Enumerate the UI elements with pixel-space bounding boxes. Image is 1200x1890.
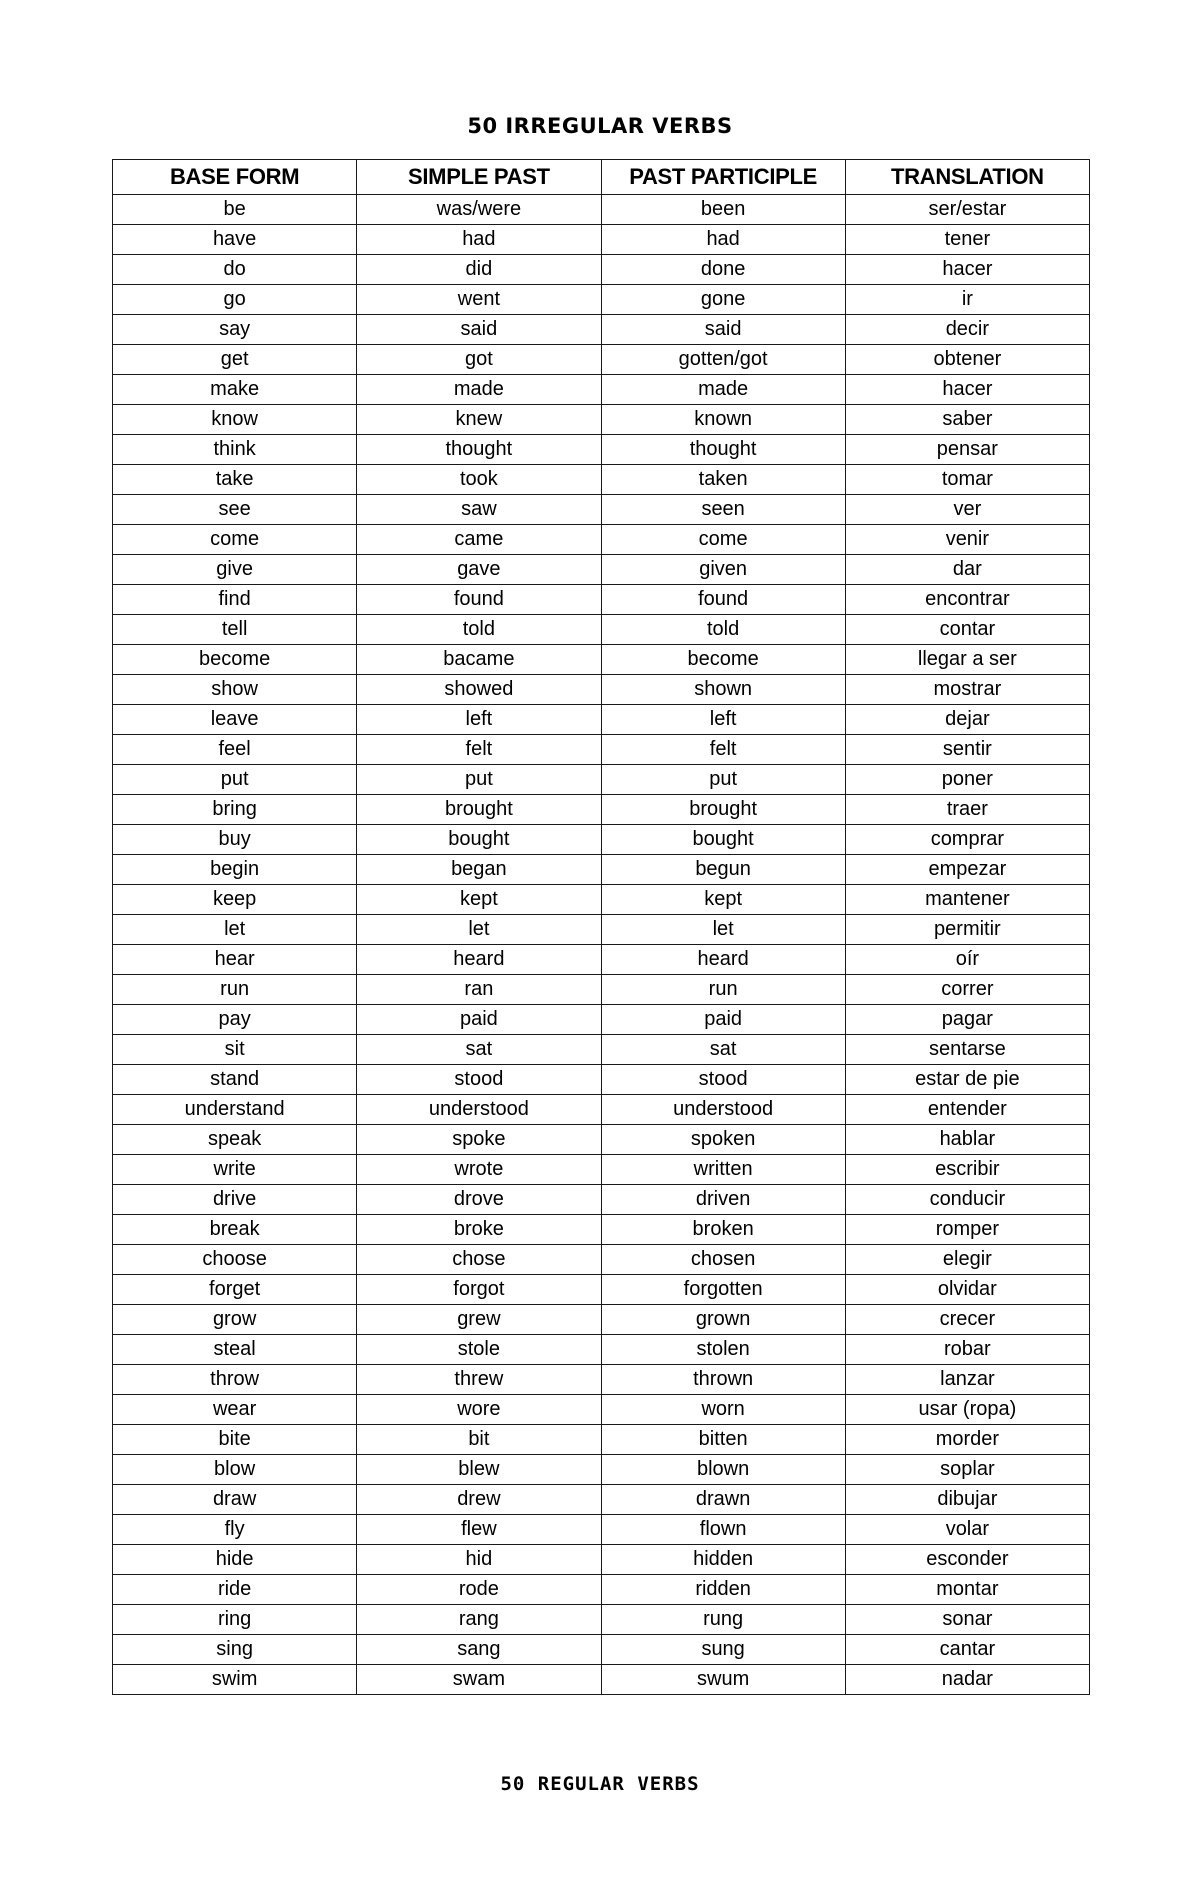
- table-row: [113, 1095, 1090, 1125]
- past-participle-cell: chosen: [601, 1245, 845, 1275]
- simple-past-cell: spoke: [357, 1125, 601, 1155]
- simple-past-cell: began: [357, 855, 601, 885]
- translation-cell: empezar: [845, 855, 1089, 885]
- header-past-participle: PAST PARTICIPLE: [601, 160, 845, 195]
- simple-past-cell: drew: [357, 1485, 601, 1515]
- past-participle-cell: blown: [601, 1455, 845, 1485]
- translation-cell: obtener: [845, 345, 1089, 375]
- past-participle-cell: let: [601, 915, 845, 945]
- base-form-cell: choose: [113, 1245, 357, 1275]
- table-row: [113, 285, 1090, 315]
- table-body: [113, 195, 1090, 1695]
- translation-cell: estar de pie: [845, 1065, 1089, 1095]
- table-row: [113, 495, 1090, 525]
- base-form-cell: sit: [113, 1035, 357, 1065]
- translation-cell: poner: [845, 765, 1089, 795]
- irregular-verbs-table: [112, 159, 1090, 1695]
- past-participle-cell: understood: [601, 1095, 845, 1125]
- past-participle-cell: known: [601, 405, 845, 435]
- past-participle-cell: felt: [601, 735, 845, 765]
- table-row: [113, 1575, 1090, 1605]
- simple-past-cell: rode: [357, 1575, 601, 1605]
- base-form-cell: ride: [113, 1575, 357, 1605]
- past-participle-cell: said: [601, 315, 845, 345]
- base-form-cell: tell: [113, 615, 357, 645]
- table-row: [113, 1275, 1090, 1305]
- simple-past-cell: forgot: [357, 1275, 601, 1305]
- past-participle-cell: drawn: [601, 1485, 845, 1515]
- base-form-cell: know: [113, 405, 357, 435]
- base-form-cell: have: [113, 225, 357, 255]
- table-row: [113, 1185, 1090, 1215]
- past-participle-cell: stood: [601, 1065, 845, 1095]
- table-row: [113, 1215, 1090, 1245]
- translation-cell: sentarse: [845, 1035, 1089, 1065]
- base-form-cell: hide: [113, 1545, 357, 1575]
- base-form-cell: bite: [113, 1425, 357, 1455]
- translation-cell: sentir: [845, 735, 1089, 765]
- base-form-cell: find: [113, 585, 357, 615]
- translation-cell: esconder: [845, 1545, 1089, 1575]
- simple-past-cell: bit: [357, 1425, 601, 1455]
- translation-cell: entender: [845, 1095, 1089, 1125]
- simple-past-cell: grew: [357, 1305, 601, 1335]
- base-form-cell: pay: [113, 1005, 357, 1035]
- base-form-cell: see: [113, 495, 357, 525]
- table-row: [113, 375, 1090, 405]
- base-form-cell: leave: [113, 705, 357, 735]
- translation-cell: hacer: [845, 255, 1089, 285]
- translation-cell: pensar: [845, 435, 1089, 465]
- simple-past-cell: felt: [357, 735, 601, 765]
- base-form-cell: buy: [113, 825, 357, 855]
- past-participle-cell: kept: [601, 885, 845, 915]
- simple-past-cell: did: [357, 255, 601, 285]
- base-form-cell: write: [113, 1155, 357, 1185]
- translation-cell: conducir: [845, 1185, 1089, 1215]
- simple-past-cell: made: [357, 375, 601, 405]
- simple-past-cell: stood: [357, 1065, 601, 1095]
- simple-past-cell: swam: [357, 1665, 601, 1695]
- translation-cell: tomar: [845, 465, 1089, 495]
- past-participle-cell: broken: [601, 1215, 845, 1245]
- table-row: [113, 435, 1090, 465]
- translation-cell: dar: [845, 555, 1089, 585]
- simple-past-cell: was/were: [357, 195, 601, 225]
- past-participle-cell: seen: [601, 495, 845, 525]
- base-form-cell: grow: [113, 1305, 357, 1335]
- past-participle-cell: gotten/got: [601, 345, 845, 375]
- table-row: [113, 195, 1090, 225]
- past-participle-cell: thrown: [601, 1365, 845, 1395]
- base-form-cell: do: [113, 255, 357, 285]
- translation-cell: pagar: [845, 1005, 1089, 1035]
- past-participle-cell: paid: [601, 1005, 845, 1035]
- simple-past-cell: gave: [357, 555, 601, 585]
- base-form-cell: understand: [113, 1095, 357, 1125]
- header-base-form: BASE FORM: [113, 160, 357, 195]
- translation-cell: dejar: [845, 705, 1089, 735]
- simple-past-cell: let: [357, 915, 601, 945]
- table-row: [113, 405, 1090, 435]
- base-form-cell: drive: [113, 1185, 357, 1215]
- translation-cell: comprar: [845, 825, 1089, 855]
- past-participle-cell: brought: [601, 795, 845, 825]
- translation-cell: crecer: [845, 1305, 1089, 1335]
- table-row: [113, 1245, 1090, 1275]
- table-row: [113, 1125, 1090, 1155]
- translation-cell: escribir: [845, 1155, 1089, 1185]
- translation-cell: venir: [845, 525, 1089, 555]
- past-participle-cell: forgotten: [601, 1275, 845, 1305]
- past-participle-cell: found: [601, 585, 845, 615]
- base-form-cell: be: [113, 195, 357, 225]
- translation-cell: ver: [845, 495, 1089, 525]
- translation-cell: romper: [845, 1215, 1089, 1245]
- base-form-cell: run: [113, 975, 357, 1005]
- table-row: [113, 675, 1090, 705]
- base-form-cell: wear: [113, 1395, 357, 1425]
- past-participle-cell: swum: [601, 1665, 845, 1695]
- simple-past-cell: flew: [357, 1515, 601, 1545]
- table-row: [113, 1005, 1090, 1035]
- translation-cell: correr: [845, 975, 1089, 1005]
- table-row: [113, 1455, 1090, 1485]
- table-row: [113, 645, 1090, 675]
- translation-cell: montar: [845, 1575, 1089, 1605]
- translation-cell: oír: [845, 945, 1089, 975]
- simple-past-cell: bought: [357, 825, 601, 855]
- past-participle-cell: stolen: [601, 1335, 845, 1365]
- past-participle-cell: ridden: [601, 1575, 845, 1605]
- base-form-cell: fly: [113, 1515, 357, 1545]
- translation-cell: ir: [845, 285, 1089, 315]
- past-participle-cell: rung: [601, 1605, 845, 1635]
- base-form-cell: think: [113, 435, 357, 465]
- past-participle-cell: flown: [601, 1515, 845, 1545]
- past-participle-cell: heard: [601, 945, 845, 975]
- simple-past-cell: went: [357, 285, 601, 315]
- past-participle-cell: put: [601, 765, 845, 795]
- table-row: [113, 615, 1090, 645]
- base-form-cell: come: [113, 525, 357, 555]
- translation-cell: usar (ropa): [845, 1395, 1089, 1425]
- past-participle-cell: gone: [601, 285, 845, 315]
- translation-cell: ser/estar: [845, 195, 1089, 225]
- past-participle-cell: come: [601, 525, 845, 555]
- table-row: [113, 465, 1090, 495]
- table-row: [113, 555, 1090, 585]
- translation-cell: decir: [845, 315, 1089, 345]
- simple-past-cell: stole: [357, 1335, 601, 1365]
- table-row: [113, 255, 1090, 285]
- base-form-cell: hear: [113, 945, 357, 975]
- simple-past-cell: understood: [357, 1095, 601, 1125]
- simple-past-cell: sang: [357, 1635, 601, 1665]
- past-participle-cell: told: [601, 615, 845, 645]
- simple-past-cell: broke: [357, 1215, 601, 1245]
- past-participle-cell: given: [601, 555, 845, 585]
- translation-cell: volar: [845, 1515, 1089, 1545]
- table-row: [113, 345, 1090, 375]
- past-participle-cell: had: [601, 225, 845, 255]
- translation-cell: lanzar: [845, 1365, 1089, 1395]
- simple-past-cell: sat: [357, 1035, 601, 1065]
- table-row: [113, 1065, 1090, 1095]
- translation-cell: contar: [845, 615, 1089, 645]
- translation-cell: traer: [845, 795, 1089, 825]
- translation-cell: elegir: [845, 1245, 1089, 1275]
- base-form-cell: throw: [113, 1365, 357, 1395]
- past-participle-cell: grown: [601, 1305, 845, 1335]
- simple-past-cell: hid: [357, 1545, 601, 1575]
- past-participle-cell: shown: [601, 675, 845, 705]
- past-participle-cell: made: [601, 375, 845, 405]
- simple-past-cell: put: [357, 765, 601, 795]
- base-form-cell: steal: [113, 1335, 357, 1365]
- past-participle-cell: done: [601, 255, 845, 285]
- simple-past-cell: wrote: [357, 1155, 601, 1185]
- table-row: [113, 525, 1090, 555]
- translation-cell: llegar a ser: [845, 645, 1089, 675]
- base-form-cell: go: [113, 285, 357, 315]
- table-row: [113, 1485, 1090, 1515]
- simple-past-cell: took: [357, 465, 601, 495]
- translation-cell: robar: [845, 1335, 1089, 1365]
- past-participle-cell: left: [601, 705, 845, 735]
- table-row: [113, 1425, 1090, 1455]
- past-participle-cell: spoken: [601, 1125, 845, 1155]
- translation-cell: encontrar: [845, 585, 1089, 615]
- translation-cell: saber: [845, 405, 1089, 435]
- table-row: [113, 315, 1090, 345]
- past-participle-cell: begun: [601, 855, 845, 885]
- base-form-cell: put: [113, 765, 357, 795]
- base-form-cell: ring: [113, 1605, 357, 1635]
- table-row: [113, 1035, 1090, 1065]
- simple-past-cell: rang: [357, 1605, 601, 1635]
- base-form-cell: show: [113, 675, 357, 705]
- table-row: [113, 705, 1090, 735]
- table-row: [113, 795, 1090, 825]
- translation-cell: permitir: [845, 915, 1089, 945]
- simple-past-cell: blew: [357, 1455, 601, 1485]
- past-participle-cell: sung: [601, 1635, 845, 1665]
- translation-cell: mostrar: [845, 675, 1089, 705]
- past-participle-cell: thought: [601, 435, 845, 465]
- past-participle-cell: become: [601, 645, 845, 675]
- past-participle-cell: taken: [601, 465, 845, 495]
- simple-past-cell: paid: [357, 1005, 601, 1035]
- translation-cell: sonar: [845, 1605, 1089, 1635]
- header-simple-past: SIMPLE PAST: [357, 160, 601, 195]
- past-participle-cell: bought: [601, 825, 845, 855]
- translation-cell: nadar: [845, 1665, 1089, 1695]
- simple-past-cell: drove: [357, 1185, 601, 1215]
- translation-cell: olvidar: [845, 1275, 1089, 1305]
- table-row: [113, 945, 1090, 975]
- past-participle-cell: hidden: [601, 1545, 845, 1575]
- base-form-cell: make: [113, 375, 357, 405]
- base-form-cell: sing: [113, 1635, 357, 1665]
- page-title: 50 IRREGULAR VERBS: [467, 114, 733, 138]
- table-row: [113, 1305, 1090, 1335]
- simple-past-cell: ran: [357, 975, 601, 1005]
- next-section-heading: 50 REGULAR VERBS: [500, 1773, 700, 1795]
- table-header-row: [113, 160, 1090, 195]
- simple-past-cell: got: [357, 345, 601, 375]
- base-form-cell: bring: [113, 795, 357, 825]
- base-form-cell: keep: [113, 885, 357, 915]
- simple-past-cell: heard: [357, 945, 601, 975]
- simple-past-cell: bacame: [357, 645, 601, 675]
- table-row: [113, 1605, 1090, 1635]
- table-row: [113, 885, 1090, 915]
- simple-past-cell: chose: [357, 1245, 601, 1275]
- table-row: [113, 1335, 1090, 1365]
- base-form-cell: swim: [113, 1665, 357, 1695]
- table-row: [113, 735, 1090, 765]
- base-form-cell: forget: [113, 1275, 357, 1305]
- base-form-cell: speak: [113, 1125, 357, 1155]
- table-row: [113, 855, 1090, 885]
- table-row: [113, 585, 1090, 615]
- base-form-cell: stand: [113, 1065, 357, 1095]
- table-row: [113, 915, 1090, 945]
- translation-cell: hablar: [845, 1125, 1089, 1155]
- table-row: [113, 1515, 1090, 1545]
- base-form-cell: say: [113, 315, 357, 345]
- simple-past-cell: kept: [357, 885, 601, 915]
- simple-past-cell: showed: [357, 675, 601, 705]
- simple-past-cell: came: [357, 525, 601, 555]
- past-participle-cell: worn: [601, 1395, 845, 1425]
- base-form-cell: break: [113, 1215, 357, 1245]
- table-row: [113, 1365, 1090, 1395]
- past-participle-cell: run: [601, 975, 845, 1005]
- translation-cell: morder: [845, 1425, 1089, 1455]
- table-row: [113, 1545, 1090, 1575]
- table-row: [113, 1665, 1090, 1695]
- translation-cell: hacer: [845, 375, 1089, 405]
- header-translation: TRANSLATION: [845, 160, 1089, 195]
- simple-past-cell: saw: [357, 495, 601, 525]
- past-participle-cell: been: [601, 195, 845, 225]
- base-form-cell: begin: [113, 855, 357, 885]
- table-row: [113, 1155, 1090, 1185]
- simple-past-cell: left: [357, 705, 601, 735]
- base-form-cell: give: [113, 555, 357, 585]
- translation-cell: mantener: [845, 885, 1089, 915]
- base-form-cell: draw: [113, 1485, 357, 1515]
- past-participle-cell: driven: [601, 1185, 845, 1215]
- past-participle-cell: bitten: [601, 1425, 845, 1455]
- base-form-cell: become: [113, 645, 357, 675]
- simple-past-cell: had: [357, 225, 601, 255]
- translation-cell: dibujar: [845, 1485, 1089, 1515]
- base-form-cell: blow: [113, 1455, 357, 1485]
- simple-past-cell: brought: [357, 795, 601, 825]
- base-form-cell: let: [113, 915, 357, 945]
- table-row: [113, 1395, 1090, 1425]
- base-form-cell: take: [113, 465, 357, 495]
- past-participle-cell: written: [601, 1155, 845, 1185]
- simple-past-cell: told: [357, 615, 601, 645]
- table-row: [113, 825, 1090, 855]
- translation-cell: cantar: [845, 1635, 1089, 1665]
- simple-past-cell: said: [357, 315, 601, 345]
- simple-past-cell: threw: [357, 1365, 601, 1395]
- translation-cell: tener: [845, 225, 1089, 255]
- base-form-cell: get: [113, 345, 357, 375]
- past-participle-cell: sat: [601, 1035, 845, 1065]
- simple-past-cell: found: [357, 585, 601, 615]
- table-row: [113, 225, 1090, 255]
- simple-past-cell: thought: [357, 435, 601, 465]
- table-row: [113, 765, 1090, 795]
- table-row: [113, 975, 1090, 1005]
- simple-past-cell: knew: [357, 405, 601, 435]
- translation-cell: soplar: [845, 1455, 1089, 1485]
- table-row: [113, 1635, 1090, 1665]
- base-form-cell: feel: [113, 735, 357, 765]
- simple-past-cell: wore: [357, 1395, 601, 1425]
